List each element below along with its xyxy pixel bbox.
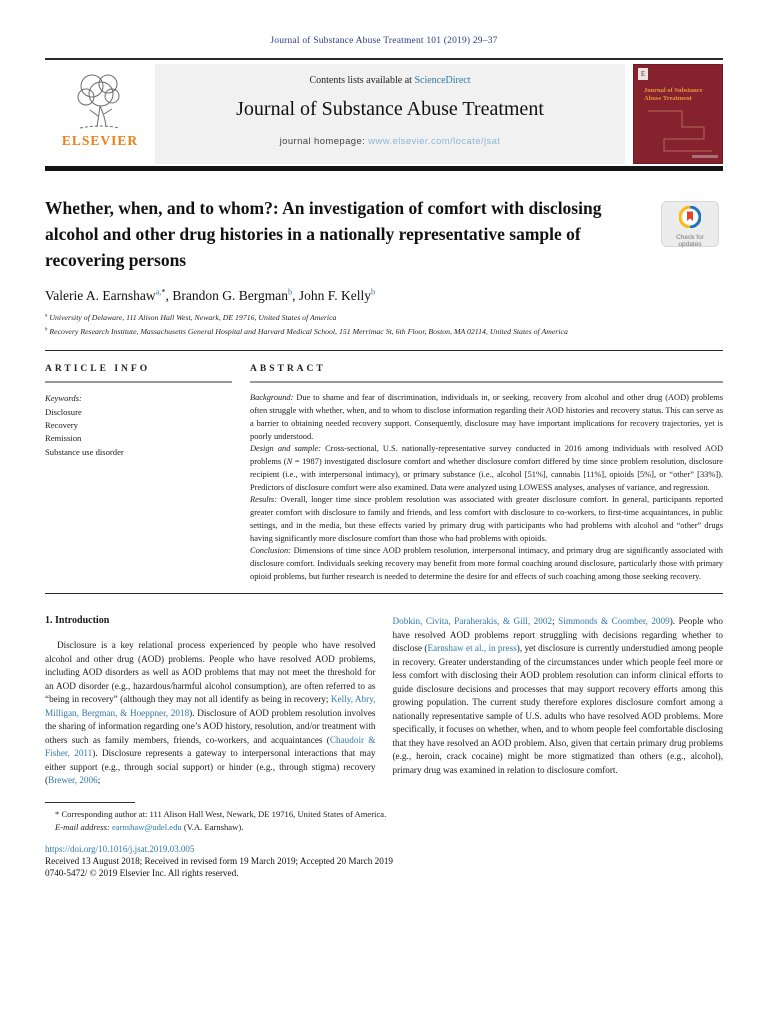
banner-center-panel <box>155 64 625 164</box>
text-segment: Due to shame and fear of discrimination, individuals in, or seeking, recovery from alcohol and other drug (AOD) problems often struggle with whether, when, and to whom to disclose information regarding their AOD histories and recovery status. This can serve as a barrier to obtaining needed recovery support. Consequently, disclosure may have important implications for recovery trajectories, yet is poorly understood. <box>250 393 723 441</box>
email-link[interactable]: earnshaw@udel.edu <box>111 821 182 832</box>
keyword-item: Remission <box>45 433 82 444</box>
affiliation-line <box>45 311 723 324</box>
footnotes <box>45 808 723 834</box>
doi-link[interactable]: https://doi.org/10.1016/j.jsat.2019.03.005 <box>45 843 195 854</box>
article-title: Whether, when, and to whom?: An investigation of comfort with disclosing alcohol and other drug histories in a nationally representative sample of recovering persons <box>45 197 602 270</box>
elsevier-logo[interactable] <box>45 64 155 164</box>
top-divider <box>45 58 723 60</box>
corresponding-author-note: * Corresponding author at: 111 Alison Hall West, Newark, DE 19716, United States of America. <box>55 808 387 819</box>
journal-cover-thumbnail[interactable] <box>633 64 723 164</box>
text-segment: Background: <box>250 393 297 403</box>
copyright-line: 0740-5472/ © 2019 Elsevier Inc. All rights reserved. <box>45 867 239 878</box>
text-segment: Recovery Research Institute, Massachusetts General Hospital and Harvard Medical School, 151 Merrimac St, 6th Floor, Boston, MA 02114, United States of America <box>47 326 568 336</box>
journal-homepage-link[interactable]: www.elsevier.com/locate/jsat <box>368 135 501 147</box>
sciencedirect-link[interactable]: ScienceDirect <box>414 74 471 86</box>
keyword-item: Disclosure <box>45 406 82 417</box>
text-segment: Results: <box>250 495 281 505</box>
footnote-divider <box>45 802 135 803</box>
inline-link[interactable]: b <box>287 287 293 297</box>
title-row <box>45 195 723 274</box>
running-head-citation: Journal of Substance Abuse Treatment 101 (2019) 29–37 <box>270 36 498 46</box>
text-segment: Contents lists available at <box>309 74 415 86</box>
keywords-label: Keywords: <box>45 393 82 404</box>
inline-link[interactable]: a, <box>155 287 162 297</box>
citation-link[interactable]: Dobkin, Civita, Paraherakis, & Gill, 2002 <box>392 616 553 627</box>
text-segment: ; <box>552 616 559 627</box>
cover-publisher-mark-icon: E <box>638 68 648 80</box>
text-segment: ). Disclosure represents a gateway to interpersonal interactions that may either support (e.g., through social support) or hinder (e.g., through stigma) recovery ( <box>45 748 376 786</box>
info-abstract-section <box>45 364 723 583</box>
intro-left-column <box>45 615 376 788</box>
abstract-bottom-divider <box>45 593 723 595</box>
text-segment: ), yet disclosure is currently understudied among people in recovery. Greater understanding of the circumstances under which people feel more or less comfort with disclosing their AOD problem resolution can inform clinical efforts to guide disclosure decisions and processes that may support recovery efforts among this growing population. The current study therefore explores disclosure comfort among a nationally representative sample of U.S. adults who have resolved AOD problems. More specifically, it focuses on whether, when, and to whom people feel comfortable disclosing that they have resolved an AOD problem. Also, given that certain primary drug problems (e.g., heroin, crack cocaine) might be more stigmatized than others (e.g., alcohol), primary drug was examined in relation to disclosure comfort. <box>392 643 723 775</box>
citation-link[interactable]: Chaudoir & Fisher, 2011 <box>45 734 376 759</box>
text-segment: (V.A. Earnshaw). <box>181 821 244 832</box>
abstract-paragraph <box>250 545 723 583</box>
cover-title: Journal of Substance Abuse Treatment <box>644 86 703 102</box>
section-divider <box>45 350 723 352</box>
heading-rule <box>250 381 723 383</box>
text-segment: * <box>161 287 166 297</box>
abstract-column <box>250 364 723 583</box>
abstract-paragraph <box>250 392 723 443</box>
journal-banner <box>45 64 723 164</box>
affiliations <box>45 311 723 338</box>
text-segment: Cross-sectional, U.S. nationally-representative survey conducted in 2016 among individuals with resolved AOD problems ( <box>250 444 723 467</box>
text-segment: a <box>45 313 48 319</box>
intro-paragraph <box>45 639 376 788</box>
author-list <box>45 288 723 304</box>
intro-right-column <box>393 615 724 788</box>
check-for-updates-badge[interactable] <box>661 201 719 247</box>
citation-link[interactable]: Simmonds & Coomber, 2009 <box>558 616 670 627</box>
text-segment: , Brandon G. Bergman <box>165 288 288 304</box>
contents-list-line <box>155 75 625 86</box>
journal-title: Journal of Substance Abuse Treatment <box>236 97 544 120</box>
text-segment: b <box>45 326 48 332</box>
text-segment: , John F. Kelly <box>292 288 371 304</box>
email-note <box>55 821 723 834</box>
keyword-item: Recovery <box>45 419 78 430</box>
intro-paragraph <box>393 615 724 777</box>
text-segment: = 1987) investigated disclosure comfort and whether disclosure comfort differed by time since problem resolution, disclosure recipient (i.e., with interpersonal intimacy), or primary substance (i.e., alcohol [51%], cannabis [11%], opioids [5%], or “other” [33%]). Predictors of disclosure comfort were also examined. Data were analyzed using LOWESS analyses, analyses of variance, and regression. <box>250 457 723 492</box>
check-for-updates-icon <box>679 206 701 228</box>
citation-link[interactable]: Brewer, 2006 <box>48 775 98 786</box>
citation-link[interactable]: Kelly, Abry, Milligan, Bergman, & Hoeppner, 2018 <box>45 694 376 718</box>
abstract-paragraph <box>250 443 723 494</box>
elsevier-tree-icon <box>68 70 132 132</box>
check-for-updates-label: Check for updates <box>676 233 704 249</box>
article-info-column <box>45 364 232 583</box>
text-segment: ; <box>97 775 101 786</box>
text-segment: Dimensions of time since AOD problem resolution, interpersonal intimacy, and primary drug are significantly associated with disclosure comfort. Individuals seeking recovery may benefit from more formal coaching around disclosure, particularly those with primary opioid problems, but further research is needed to determine the desire for and effects of such coaching among those seeking recovery. <box>250 546 723 581</box>
heading-rule <box>45 381 232 383</box>
affiliation-line <box>45 325 723 338</box>
abstract-heading: ABSTRACT <box>250 364 326 375</box>
text-segment: University of Delaware, 111 Alison Hall West, Newark, DE 19716, United States of America <box>47 313 337 323</box>
text-segment: E-mail address: <box>55 821 112 832</box>
citation-link[interactable]: Earnshaw et al., in press <box>427 643 517 654</box>
text-segment: ). People who have resolved AOD problems report struggling with decisions regarding whether to disclose ( <box>392 616 723 654</box>
keyword-item: Substance use disorder <box>45 446 124 457</box>
text-segment: Valerie A. Earnshaw <box>45 288 156 304</box>
text-segment: Conclusion: <box>250 546 294 556</box>
inline-link[interactable]: b <box>370 287 376 297</box>
text-segment: Disclosure is a key relational process experienced by people who have resolved alcohol and other drug (AOD) problems. People who have resolved AOD problems, including AOD disorders as well as AOD problems that may not meet the threshold for an AOD disorder (e.g., hazardous/harmful alcohol consumption), are often referred to as “being in recovery” (although they may not all identify as being in recovery; <box>45 640 376 705</box>
banner-bottom-bar <box>45 166 723 171</box>
text-segment: N <box>286 457 293 467</box>
abstract-paragraph <box>250 494 723 545</box>
received-dates-line: Received 13 August 2018; Received in revised form 19 March 2019; Accepted 20 March 2019 <box>45 855 394 866</box>
text-segment: ). Disclosure of AOD problem resolution involves the sharing of information regarding one’s AOD history, resolution, and/or treatment with others such as family members, friends, co-workers, and acquaintances ( <box>45 707 376 745</box>
text-segment: journal homepage: <box>279 135 369 147</box>
elsevier-wordmark: ELSEVIER <box>61 132 139 148</box>
introduction-heading: 1. Introduction <box>45 615 110 627</box>
journal-homepage-line <box>155 136 625 147</box>
article-info-heading: ARTICLE INFO <box>45 364 151 375</box>
text-segment: Design and sample: <box>250 444 326 454</box>
introduction-section <box>45 615 723 788</box>
text-segment: Overall, longer time since problem resolution was associated with greater disclosure comfort. In general, participants reported greater comfort with disclosure to family and friends, and less comfort with disclosure to co-workers, to first-time acquaintances, in public settings, and in the media, but these effects varied by primary drug with participants who had problems with alcohol and “other” drugs having significantly more disclosure comfort than those who had problems with opioids. <box>250 495 723 543</box>
